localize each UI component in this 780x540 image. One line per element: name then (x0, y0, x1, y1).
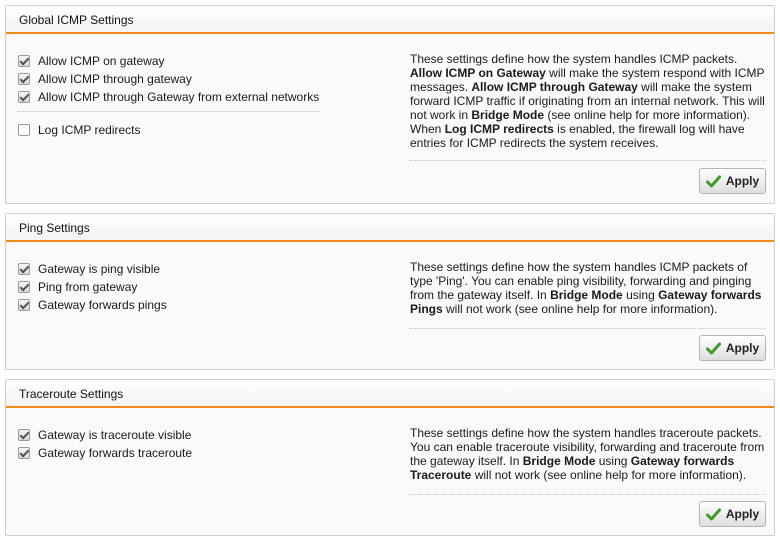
ping-panel (5, 213, 775, 370)
log-icmp-redirects-checkbox[interactable] (18, 124, 30, 136)
option-label: Allow ICMP through gateway (38, 72, 192, 86)
gateway-forwards-traceroute-checkbox[interactable] (18, 447, 30, 459)
checkmark-icon (706, 175, 721, 188)
checkmark-icon (706, 508, 721, 521)
allow-icmp-external-option[interactable] (18, 88, 326, 106)
traceroute-panel (5, 379, 775, 536)
apply-label: Apply (725, 341, 760, 355)
footer-divider (410, 328, 766, 329)
traceroute-apply-button[interactable] (699, 501, 766, 527)
option-divider (18, 111, 320, 112)
gateway-forwards-pings-option[interactable] (18, 296, 326, 314)
option-label: Ping from gateway (38, 280, 138, 294)
option-label: Log ICMP redirects (38, 123, 141, 137)
gateway-forwards-pings-checkbox[interactable] (18, 299, 30, 311)
option-label: Allow ICMP through Gateway from external networks (38, 90, 320, 104)
ping-from-gateway-option[interactable] (18, 278, 326, 296)
ping-from-gateway-checkbox[interactable] (18, 281, 30, 293)
option-label: Gateway forwards traceroute (38, 446, 193, 460)
gateway-forwards-traceroute-option[interactable] (18, 444, 326, 462)
global-icmp-apply-button[interactable] (699, 168, 766, 194)
ping-apply-button[interactable] (699, 335, 766, 361)
option-label: Gateway is traceroute visible (38, 428, 192, 442)
traceroute-title: Traceroute Settings (6, 380, 774, 408)
footer-divider (410, 494, 766, 495)
allow-icmp-through-gateway-option[interactable] (18, 70, 326, 88)
option-label: Gateway forwards pings (38, 298, 167, 312)
option-label: Gateway is ping visible (38, 262, 161, 276)
allow-icmp-external-checkbox[interactable] (18, 91, 30, 103)
ping-help-text: These settings define how the system handles ICMP packets of type 'Ping'. You can enable ping visibility, forwarding and pinging from the gateway itself. In Bridge Mode using Gateway forwards Pings will not work (see online help for more information). (410, 260, 762, 316)
gateway-traceroute-visible-option[interactable] (18, 426, 326, 444)
global-icmp-help-text: These settings define how the system handles ICMP packets. Allow ICMP on Gateway will make the system respond with ICMP messages. Allow ICMP through Gateway will make the system forward ICMP traffic if originating from an internal network. This will not work in Bridge Mode (see online help for more information). When Log ICMP redirects is enabled, the firewall log will have entries for ICMP redirects the system receives. (410, 52, 765, 150)
apply-label: Apply (725, 174, 760, 188)
allow-icmp-through-gateway-checkbox[interactable] (18, 73, 30, 85)
allow-icmp-on-gateway-option[interactable] (18, 52, 326, 70)
global-icmp-title: Global ICMP Settings (6, 6, 774, 34)
gateway-ping-visible-checkbox[interactable] (18, 263, 30, 275)
apply-label: Apply (725, 507, 760, 521)
traceroute-help-text: These settings define how the system handles traceroute packets. You can enable traceroute visibility, forwarding and traceroute from the gateway itself. In Bridge Mode using Gateway forwards Traceroute will not work (see online help for more information). (410, 426, 765, 482)
checkmark-icon (706, 342, 721, 355)
allow-icmp-on-gateway-checkbox[interactable] (18, 55, 30, 67)
footer-divider (410, 160, 766, 161)
ping-title: Ping Settings (6, 214, 774, 242)
gateway-ping-visible-option[interactable] (18, 260, 326, 278)
option-label: Allow ICMP on gateway (38, 54, 165, 68)
log-icmp-redirects-option[interactable] (18, 121, 326, 139)
global-icmp-panel (5, 5, 775, 204)
gateway-traceroute-visible-checkbox[interactable] (18, 429, 30, 441)
